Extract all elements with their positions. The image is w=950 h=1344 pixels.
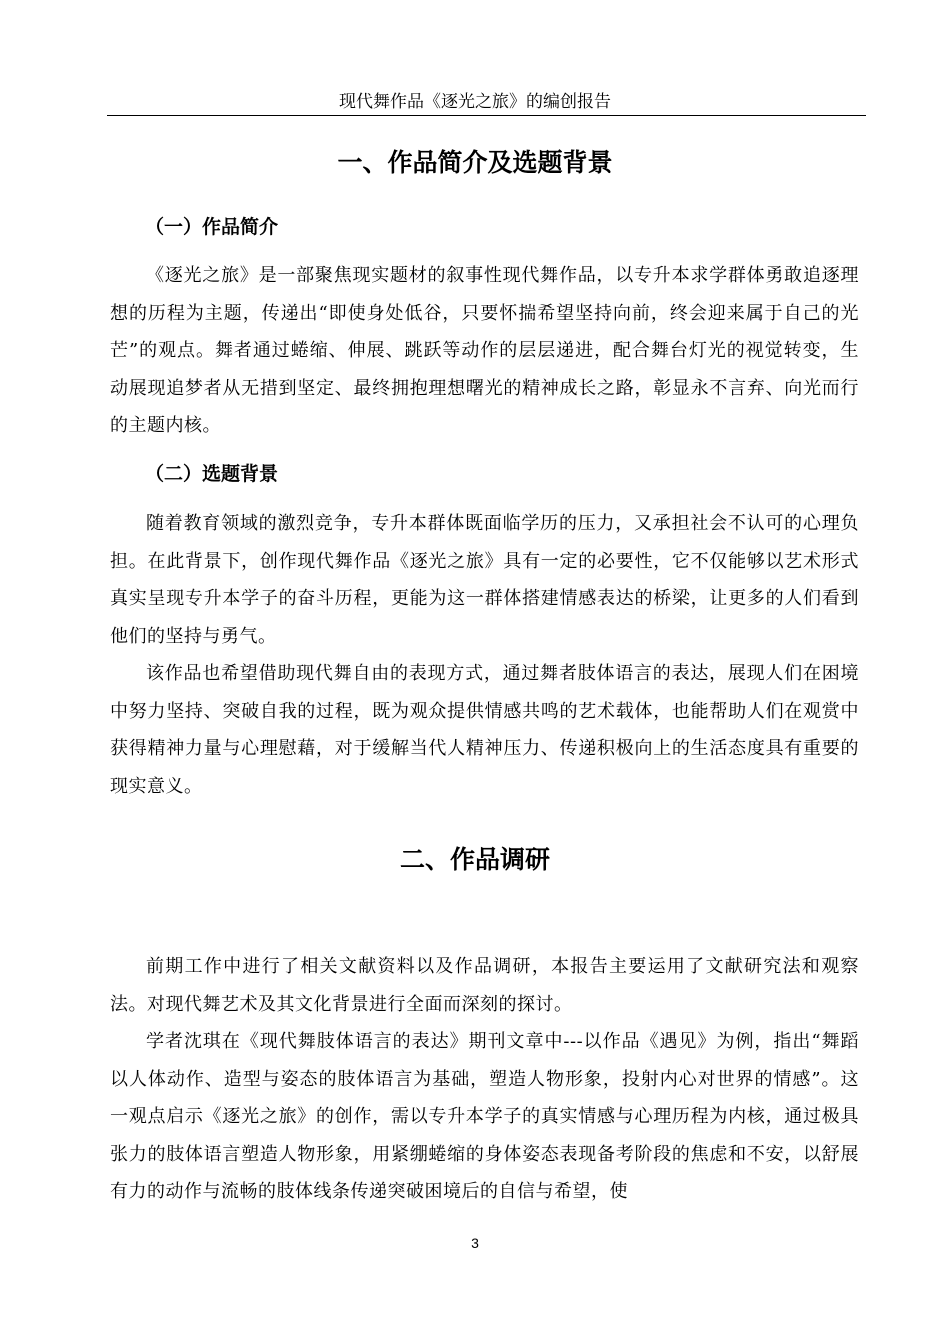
paragraph-intro: 《逐光之旅》是一部聚焦现实题材的叙事性现代舞作品，以专升本求学群体勇敢追逐理想的历程为主题，传递出“即使身处低谷，只要怀揣希望坚持向前，终会迎来属于自己的光芒”的观点。舞者通过蜷缩、伸展、跳跃等动作的层层递进，配合舞台灯光的视觉转变，生动展现追梦者从无措到坚定、最终拥抱理想曙光的精神成长之路，彰显永不言弃、向光而行的主题内核。 <box>110 265 859 436</box>
page-number: 3 <box>471 1235 479 1251</box>
running-header: 现代舞作品《逐光之旅》的编创报告 <box>339 92 611 112</box>
section-heading-2: 二、作品调研 <box>399 845 550 874</box>
section-heading-1: 一、作品简介及选题背景 <box>337 148 613 177</box>
subsection-heading-1-2: （二）选题背景 <box>145 463 279 485</box>
paragraph-background-1: 随着教育领域的激烈竞争，专升本群体既面临学历的压力，又承担社会不认可的心理负担。在此背景下，创作现代舞作品《逐光之旅》具有一定的必要性，它不仅能够以艺术形式真实呈现专升本学子的奋斗历程，更能为这一群体搭建情感表达的桥梁，让更多的人们看到他们的坚持与勇气。 <box>110 513 859 647</box>
header-divider <box>107 115 866 116</box>
paragraph-background-2: 该作品也希望借助现代舞自由的表现方式，通过舞者肢体语言的表达，展现人们在困境中努力坚持、突破自我的过程，既为观众提供情感共鸣的艺术载体，也能帮助人们在观赏中获得精神力量与心理慰藉，对于缓解当代人精神压力、传递积极向上的生活态度具有重要的现实意义。 <box>110 663 859 797</box>
paragraph-research-2: 学者沈琪在《现代舞肢体语言的表达》期刊文章中---以作品《遇见》为例，指出“舞蹈以人体动作、造型与姿态的肢体语言为基础，塑造人物形象，投射内心对世界的情感”。这一观点启示《逐光之旅》的创作，需以专升本学子的真实情感与心理历程为内核，通过极具张力的肢体语言塑造人物形象，用紧绷蜷缩的身体姿态表现备考阶段的焦虑和不安，以舒展有力的动作与流畅的肢体线条传递突破困境后的自信与希望，使 <box>110 1031 859 1202</box>
subsection-heading-1-1: （一）作品简介 <box>145 216 279 238</box>
paragraph-research-1: 前期工作中进行了相关文献资料以及作品调研，本报告主要运用了文献研究法和观察法。对现代舞艺术及其文化背景进行全面而深刻的探讨。 <box>110 956 859 1015</box>
